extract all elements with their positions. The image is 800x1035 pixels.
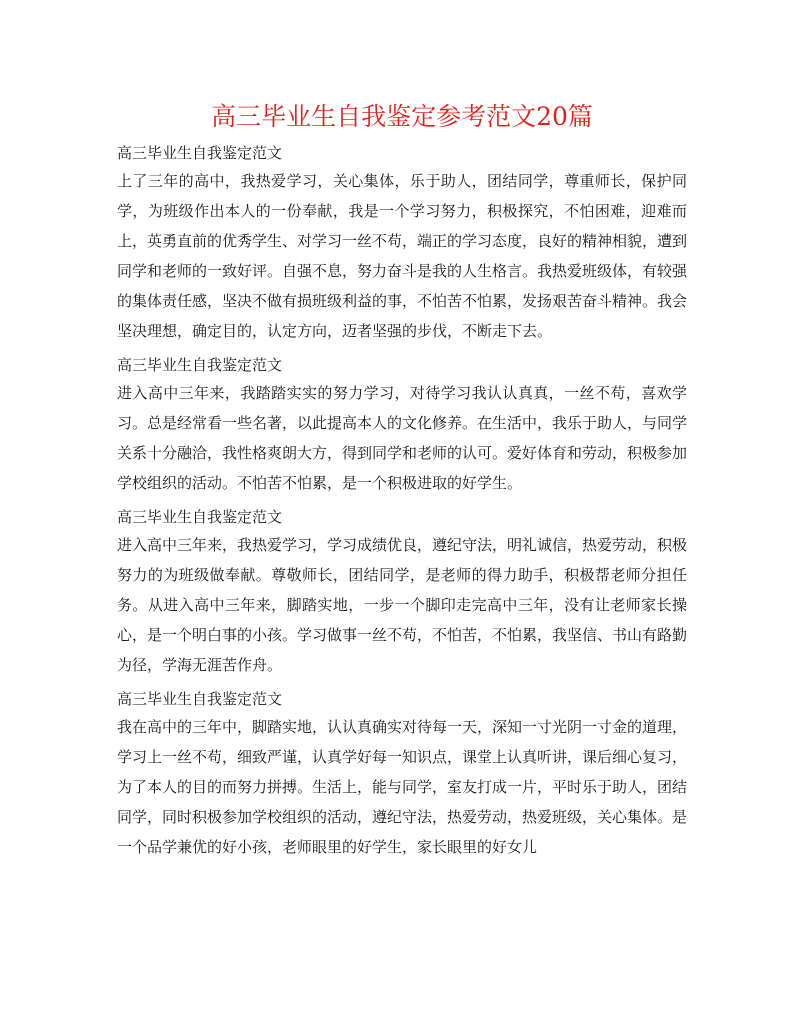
document-page: [117, 100, 687, 868]
section-heading: 高三毕业生自我鉴定范文: [117, 144, 283, 162]
section-heading: 高三毕业生自我鉴定范文: [117, 356, 283, 374]
essay-section-2: [117, 352, 687, 498]
section-body: 进入高中三年来，我热爱学习，学习成绩优良，遵纪守法，明礼诚信，热爱劳动，积极努力的为班级做奉献。尊敬师长，团结同学，是老师的得力助手，积极帮老师分担任务。从进入高中三年来，脚踏实地，一步一个脚印走完高中三年，没有让老师家长操心，是一个明白事的小孩。学习做事一丝不苟，不怕苦，不怕累，我坚信、书山有路勤为径，学海无涯苦作舟。: [117, 536, 688, 674]
essay-section-1: [117, 140, 687, 346]
essay-section-3: [117, 504, 687, 680]
section-heading: 高三毕业生自我鉴定范文: [117, 508, 283, 526]
section-body: 我在高中的三年中，脚踏实地，认认真确实对待每一天，深知一寸光阴一寸金的道理，学习上一丝不苟，细致严谨，认真学好每一知识点，课堂上认真听讲，课后细心复习，为了本人的目的而努力拼搏。生活上，能与同学，室友打成一片，平时乐于助人，团结同学，同时积极参加学校组织的活动，遵纪守法，热爱劳动，热爱班级，关心集体。是一个品学兼优的好小孩，老师眼里的好学生，家长眼里的好女儿: [117, 718, 688, 856]
section-heading: 高三毕业生自我鉴定范文: [117, 690, 283, 708]
document-title: 高三毕业生自我鉴定参考范文20篇: [211, 102, 593, 131]
section-body: 上了三年的高中，我热爱学习，关心集体，乐于助人，团结同学，尊重师长，保护同学，为班级作出本人的一份奉献，我是一个学习努力，积极探究，不怕困难，迎难而上，英勇直前的优秀学生、对学习一丝不苟，端正的学习态度，良好的精神相貌，遭到同学和老师的一致好评。自强不息，努力奋斗是我的人生格言。我热爱班级体，有较强的集体责任感，坚决不做有损班级利益的事，不怕苦不怕累，发扬艰苦奋斗精神。我会坚决理想，确定目的，认定方向，迈者坚强的步伐，不断走下去。: [117, 172, 688, 340]
section-body: 进入高中三年来，我踏踏实实的努力学习，对待学习我认认真真，一丝不苟，喜欢学习。总是经常看一些名著，以此提高本人的文化修养。在生活中，我乐于助人，与同学关系十分融洽，我性格爽朗大方，得到同学和老师的认可。爱好体育和劳动，积极参加学校组织的活动。不怕苦不怕累，是一个积极进取的好学生。: [117, 384, 688, 492]
essay-section-4: [117, 686, 687, 862]
